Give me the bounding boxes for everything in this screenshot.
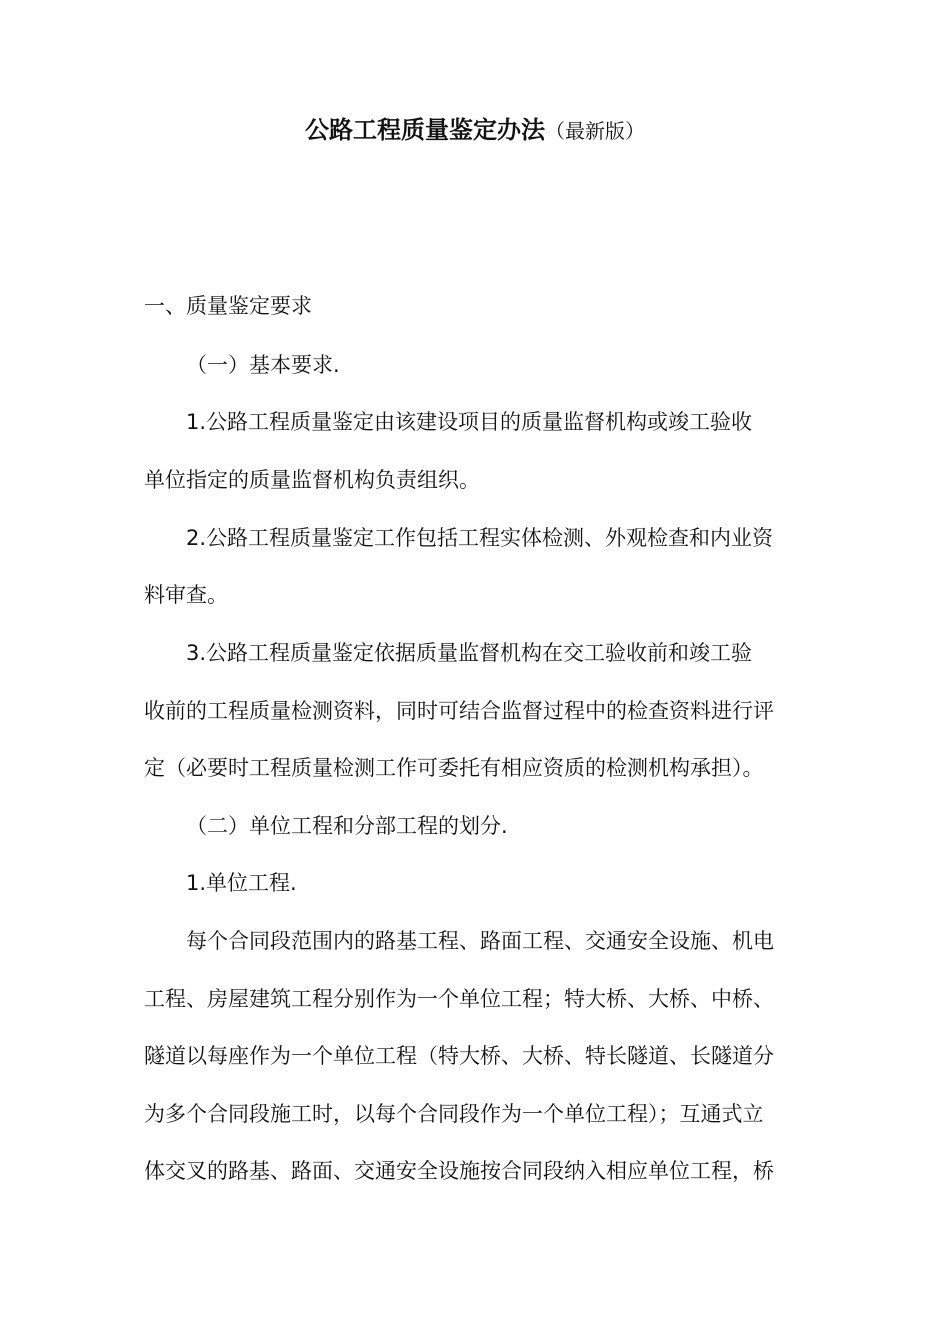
document-title <box>0 112 950 151</box>
subsection-heading: （一）基本要求. <box>186 353 340 377</box>
paragraph-line: 料审查。 <box>144 583 228 607</box>
paragraph-line: 体交叉的路基、路面、交通安全设施按合同段纳入相应单位工程，桥 <box>144 1159 774 1183</box>
paragraph-line: 2.公路工程质量鉴定工作包括工程实体检测、外观检查和内业资 <box>186 526 774 550</box>
title-suffix: （最新版） <box>545 119 645 143</box>
paragraph-line: 每个合同段范围内的路基工程、路面工程、交通安全设施、机电 <box>186 929 774 953</box>
paragraph-line: 1.公路工程质量鉴定由该建设项目的质量监督机构或竣工验收 <box>186 410 753 434</box>
paragraph-line: 3.公路工程质量鉴定依据质量监督机构在交工验收前和竣工验 <box>186 641 753 665</box>
paragraph-line: 隧道以每座作为一个单位工程（特大桥、大桥、特长隧道、长隧道分 <box>144 1044 774 1068</box>
paragraph-line: 工程、房屋建筑工程分别作为一个单位工程；特大桥、大桥、中桥、 <box>144 987 774 1011</box>
paragraph-line: 收前的工程质量检测资料，同时可结合监督过程中的检查资料进行评 <box>144 699 774 723</box>
subsection-heading: （二）单位工程和分部工程的划分. <box>186 814 508 838</box>
title-main: 公路工程质量鉴定办法 <box>305 116 545 144</box>
section-heading: 一、质量鉴定要求 <box>144 294 312 318</box>
paragraph-line: 定（必要时工程质量检测工作可委托有相应资质的检测机构承担）。 <box>144 756 764 780</box>
item-heading: 1.单位工程. <box>186 871 297 895</box>
paragraph-line: 为多个合同段施工时，以每个合同段作为一个单位工程）；互通式立 <box>144 1102 764 1126</box>
paragraph-line: 单位指定的质量监督机构负责组织。 <box>144 468 480 492</box>
